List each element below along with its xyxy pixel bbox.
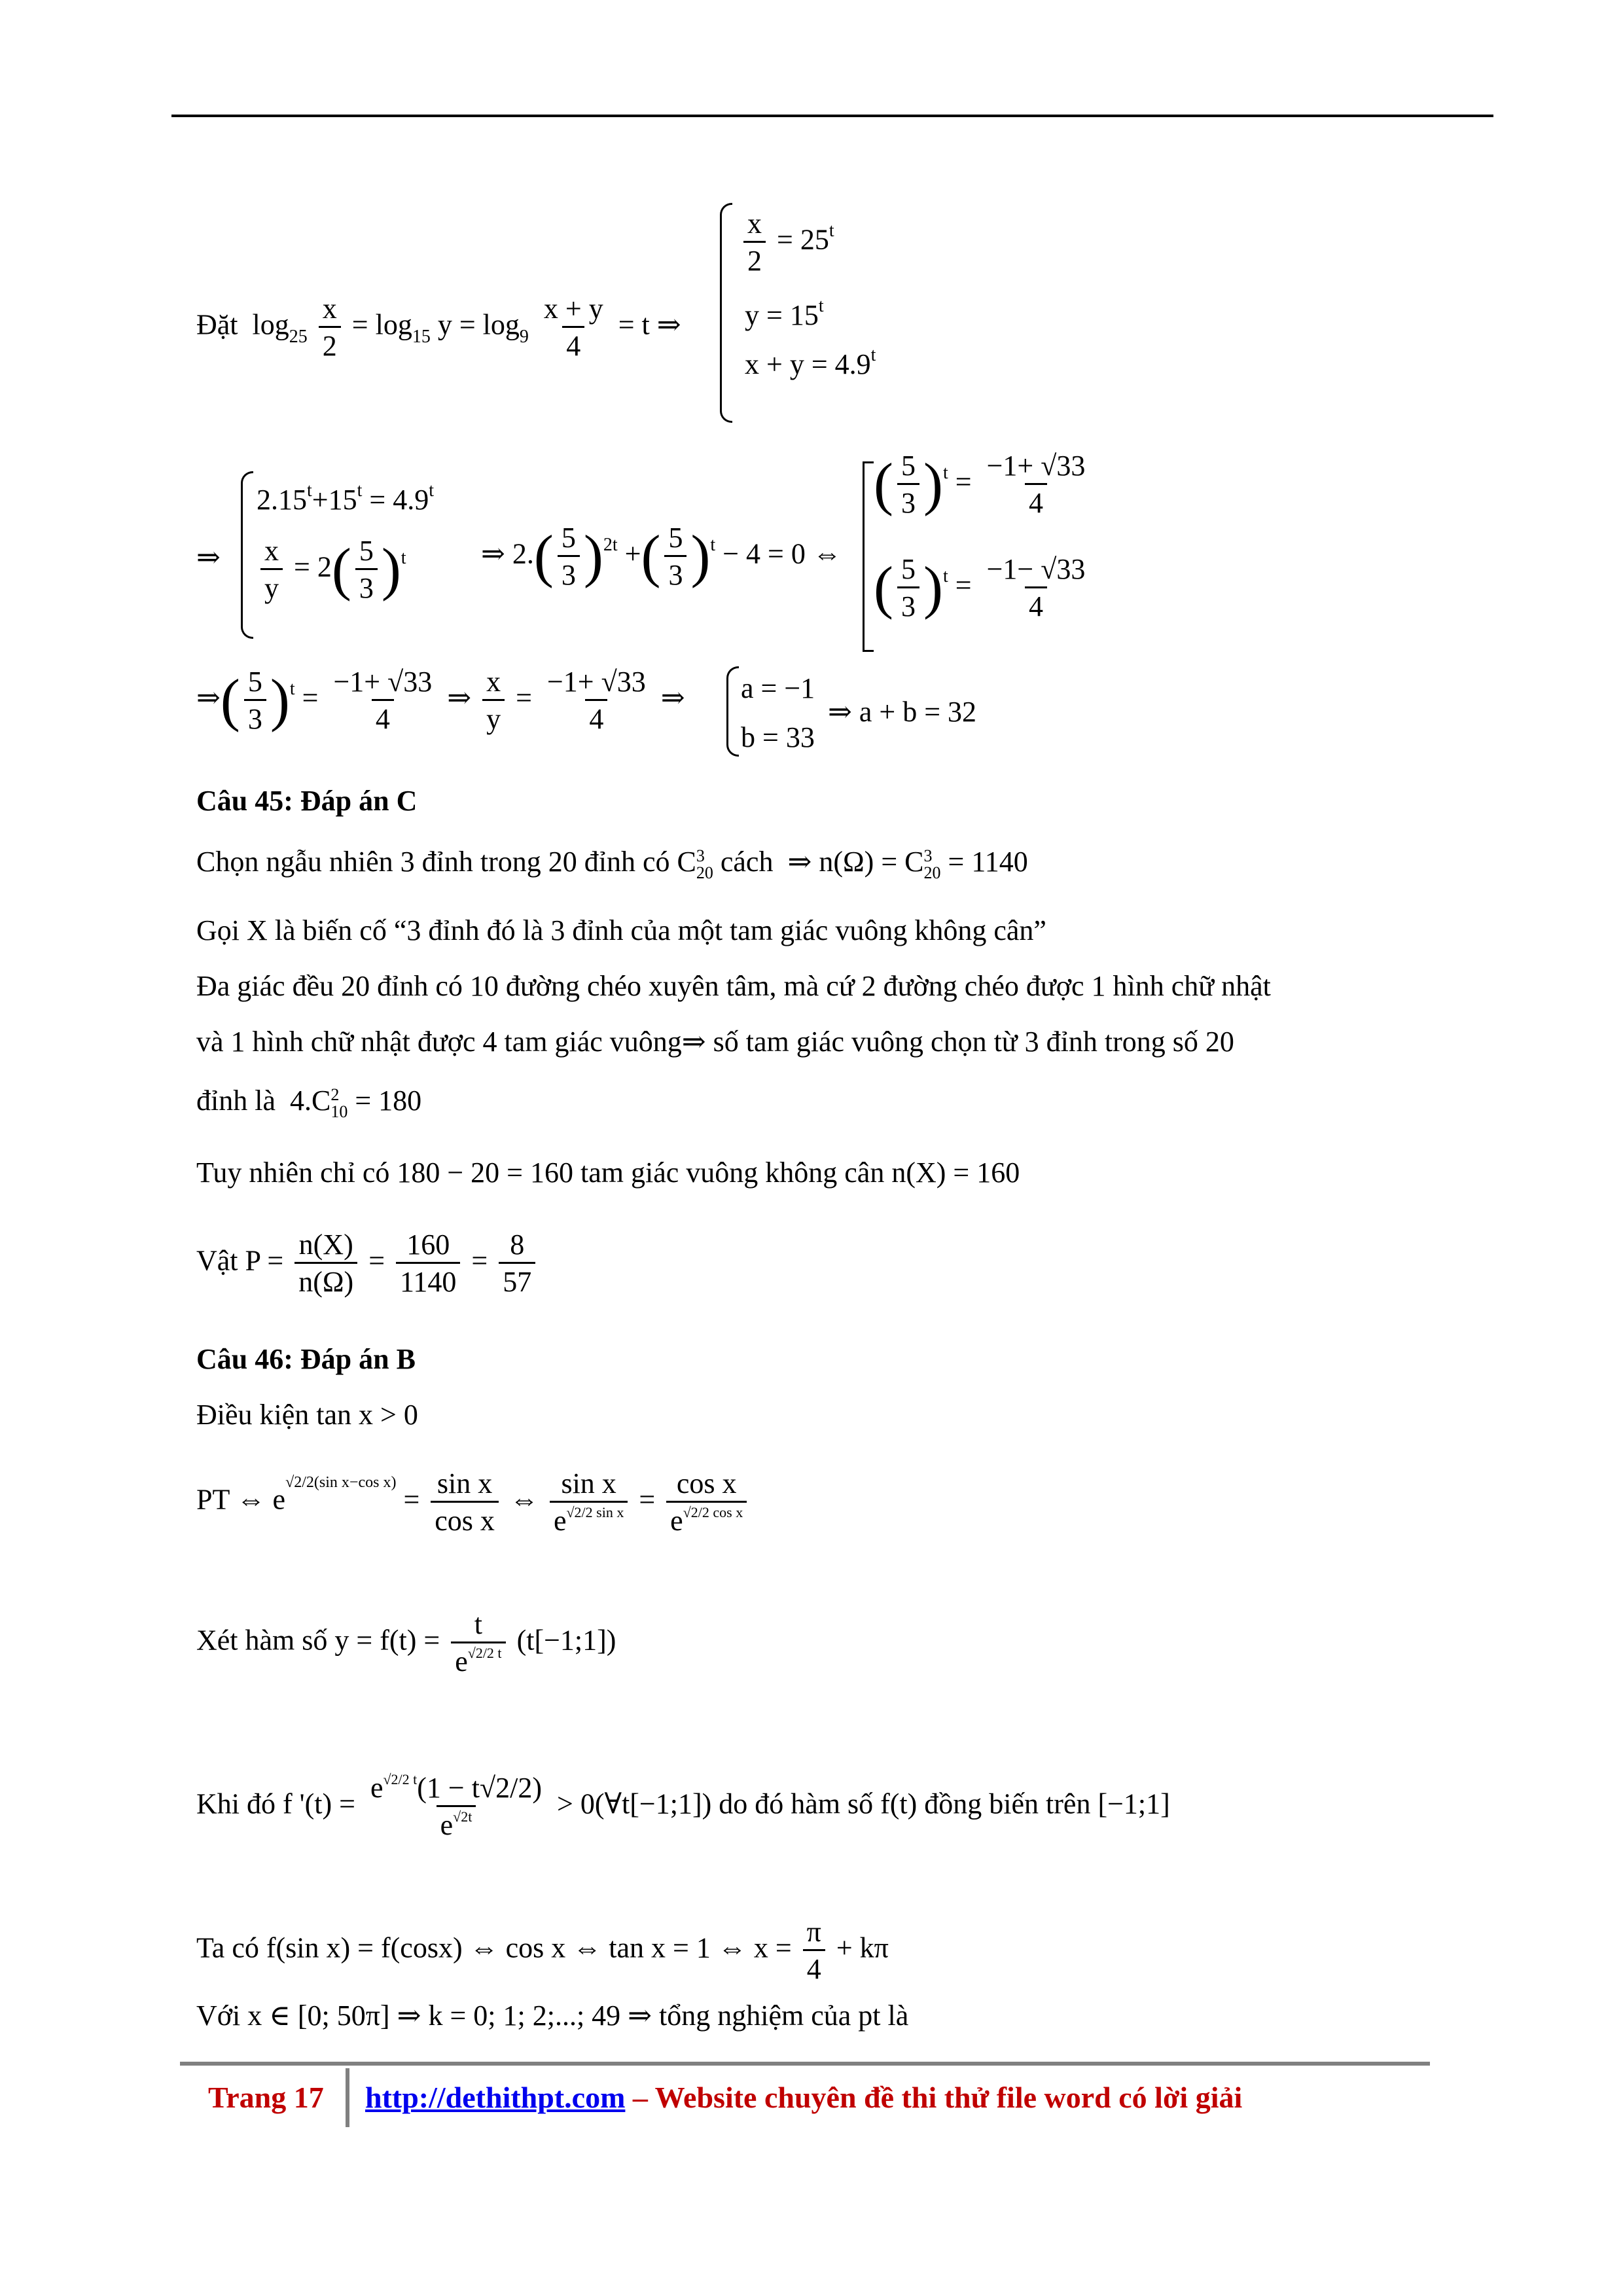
solution-bracket [863,461,874,652]
q46-xet: Xét hàm số y = f(t) = $\frac{t}{e^{√2/2 t}}$ (t[−1;1]) [196,1608,616,1677]
q46-cond: Điều kiện tan x > 0 [196,1399,418,1431]
b2-l1: $2.15^t+15^t = 4.9^t$ [257,480,434,516]
block2-arrow: ⇒ [196,541,221,573]
header-rule [171,115,1493,117]
b3-line: ⇒( $\frac{5}{3}$ )$^t$ = $\frac{-1+ √33}{4}$ ⇒ $\frac{x}{y}$ = $\frac{-1+ √33}{4}$ ⇒ [196,666,685,735]
sys3-line: $x + y = 4.9^t$ [745,345,876,380]
q46-taco: Ta có f(sin x) = f(cosx) ⇔ cos x ⇔ tan x = 1 ⇔ x = $\frac{\pi}{4}$ + kπ [196,1916,889,1985]
q45-l3: Đa giác đều 20 đỉnh có 10 đường chéo xuyên tâm, mà cứ 2 đường chéo được 1 hình chữ nhật [196,970,1271,1002]
footer-tagline: – Website chuyên đề thi thử file word có lời giải [632,2081,1243,2114]
q46-title: Câu 46: Đáp án B [196,1343,416,1375]
footer-text [365,2080,1242,2115]
system-brace-1 [720,203,732,423]
q45-title: Câu 45: Đáp án C [196,785,418,817]
sys1-line: $\frac{x}{2}$ = $25^t$ [740,209,834,276]
dat-line: Đặt $\log_{25}$ $\frac{x}{2}$ = $\log_{15} y = \log_9$ $\frac{x + y}{4}$ = t ⇒ [196,293,681,362]
ab1: a = −1 [741,672,815,704]
system-brace-2 [241,471,253,639]
ab2: b = 33 [741,721,815,753]
ab-result: ⇒ a + b = 32 [828,696,977,728]
q45-l6: Tuy nhiên chỉ có 180 − 20 = 160 tam giác vuông không cân n(X) = 160 [196,1157,1020,1189]
q46-khi: Khi đó f '(t) = $\frac{e^{√2/2 t}(1 - t√2/2)}{e^{√2t}}$ > 0(∀t[−1;1]) do đó hàm số f(t) đồng biến trên [−1;1] [196,1771,1170,1841]
b2-r2: ( $\frac{5}{3}$ )$^t$ = $\frac{-1- √33}{4}$ [874,553,1086,622]
site-link[interactable]: http://dethithpt.com [365,2081,626,2114]
q45-l7: Vật P = $\frac{n(X)}{n(\Omega)}$ = $\frac{160}{1140}$ = $\frac{8}{57}$ [196,1230,539,1297]
frac-xy-4: $\frac{x + y}{4}$ [543,293,603,362]
footer-rule [180,2062,1430,2066]
footer-separator [346,2068,349,2127]
q45-l5: đỉnh là 4.C 2 10 = 180 [196,1085,422,1121]
b2-l2: $\frac{x}{y}$ = 2( $\frac{5}{3}$ )$^t$ [257,537,406,603]
b2-mid: ⇒ 2.( $\frac{5}{3}$ )$^{2t}$ +( $\frac{5}{3}$ )$^t$ − 4 = 0 ⇔ [481,522,842,591]
q45-l2: Gọi X là biến cố “3 đỉnh đó là 3 đỉnh của một tam giác vuông không cân” [196,914,1046,946]
q46-voi: Với x ∈ [0; 50π] ⇒ k = 0; 1; 2;...; 49 ⇒ tổng nghiệm của pt là [196,2000,909,2032]
sys2-line: $y = 15^t$ [745,296,824,331]
q45-l4: và 1 hình chữ nhật được 4 tam giác vuông⇒ số tam giác vuông chọn từ 3 đỉnh trong số 20 [196,1026,1234,1058]
page-number: Trang 17 [208,2081,324,2114]
q46-pt: PT ⇔ $e^{√2/2(sin x-cos x)}$ = $\frac{\text{sin x}}{\text{cos x}}$ ⇔ $\frac{\text{sin x}}{e^{√2/2 sin x}}$ = $\frac{\text{cos x}}{e^{√2/2 cos x}}$ [196,1469,751,1535]
frac-x-2: $\frac{x}{2}$ [319,295,341,361]
b2-r1: ( $\frac{5}{3}$ )$^t$ = $\frac{-1+ √33}{4}$ [874,450,1086,519]
q45-l1: Chọn ngẫu nhiên 3 đỉnh trong 20 đỉnh có C 3 20 cách ⇒ n(Ω) = C 3 20 = 1140 [196,846,1028,882]
system-brace-3 [726,666,739,757]
